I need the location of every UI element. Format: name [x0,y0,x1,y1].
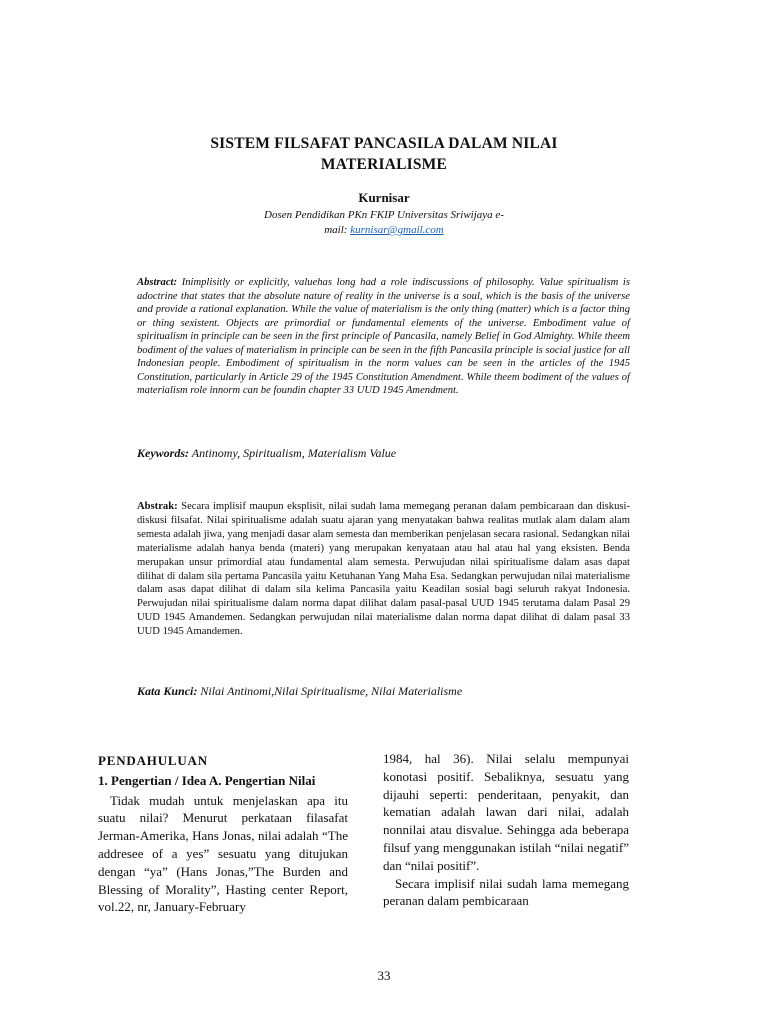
body-paragraph: Secara implisif nilai sudah lama memegang peranan dalam pembicaraan [383,875,629,909]
email-line [230,223,538,238]
abstract-label: Abstract: [137,277,178,288]
keywords-label: Keywords: [137,446,189,460]
paper-title [150,133,618,175]
affiliation [230,208,538,238]
body-left-column [98,752,348,916]
author-name: Kurnisar [358,190,410,205]
kata-kunci [137,684,630,699]
subsection-heading: 1. Pengertian / Idea A. Pengertian Nilai [98,772,316,788]
section-heading: PENDAHULUAN [98,753,208,768]
email-link[interactable]: kurnisar@gmail.com [350,224,444,236]
title-line-2: MATERIALISME [320,156,448,173]
keywords [137,446,630,461]
abstract-english [137,276,630,398]
page-number: 33 [377,968,391,983]
abstract-text: Inimplisitly or explicitly, valuehas long had a role indiscussions of philosophy. Value spiritualism is adoctrine that states that the absolute nature of reality in the universe is a soul, which is the basis of the universe and provide a rational explanation. While the value of materialism is the only thing (matter) which is a factor thing or thing sexistent. Objects are primordial or fundamental elements of the universe. Embodiment value of spiritualism in principle can be seen in the first principle of Pancasila, namely Belief in God Almighty. While theem bodiment of the values of materialism in principle can be seen in the fifth Pancasila principle is social justice for all Indonesian people. Embodiment of spiritualism in the norm values can be seen in the articles of the 1945 Constitution, particularly in Article 29 of the 1945 Constitution Amendment. While theem bodiment of the values of materialism role innorm can be foundin chapter 33 UUD 1945 Amendment. [137,277,630,396]
body-right-column [383,750,629,910]
abstrak-label: Abstrak: [137,501,178,512]
kata-kunci-label: Kata Kunci: [137,684,198,698]
kata-kunci-text: Nilai Antinomi,Nilai Spiritualisme, Nilai Materialisme [200,684,463,698]
abstrak-text: Secara implisif maupun eksplisit, nilai sudah lama memegang peranan dalam pembicaraan dan diskusi-diskusi filsafat. Nilai spiritualisme adalah suatu ajaran yang menyatakan bahwa realitas mutlak alam dalam alam semesta adalah jiwa, yang menjadi dasar alam semesta dan memberikan penjelasan secara rasional. Sedangkan nilai materialisme adalah hanya benda (materi) yang merupakan kenyataan atau hal atau hal yang eksisten. Benda merupakan unsur primordial atau fundamental alam semesta. Perwujudan nilai spiritualisme dalam asas dapat dilihat di dalam sila pertama Pancasila yaitu Ketuhanan Yang Maha Esa. Sedangkan perwujudan nilai materialisme dalam asas dapat dilihat di dalam sila kelima Pancasila yaitu Keadilan sosial bagi seluruh rakyat Indonesia. Perwujudan nilai spiritualisme dalam norma dapat dilihat dalam pasal-pasal UUD 1945 terutama dalam Pasal 29 UUD 1945 Amandemen. Sedangkan perwujudan nilai materialisme dalan norma dapat dilihat di dalam pasal 33 UUD 1945 Amandemen. [137,501,630,638]
keywords-text: Antinomy, Spiritualism, Materialism Value [191,446,397,460]
abstract-indonesian [137,500,630,639]
body-paragraph: Tidak mudah untuk menjelaskan apa itu suatu nilai? Menurut perkataan filasafat Jerman-Amerika, Hans Jonas, nilai adalah “The addresee of a yes” sesuatu yang ditujukan dengan “ya” (Hans Jonas,”The Burden and Blessing of Morality”, Hasting center Report, vol.22, nr, January-February [98,792,348,915]
email-prefix: mail: [324,224,351,236]
affiliation-line: Dosen Pendidikan PKn FKIP Universitas Sriwijaya e- [264,209,504,221]
body-paragraph: 1984, hal 36). Nilai selalu mempunyai konotasi positif. Sebaliknya, sesuatu yang dijauhi seperti: penderitaan, penyakit, dan kematian adalah lawan dari nilai, adalah nonnilai atau disvalue. Sehingga ada beberapa filsuf yang menggunakan istilah “nilai negatif” dan “nilai positif”. [383,751,629,873]
title-line-1: SISTEM FILSAFAT PANCASILA DALAM NILAI [210,135,558,152]
